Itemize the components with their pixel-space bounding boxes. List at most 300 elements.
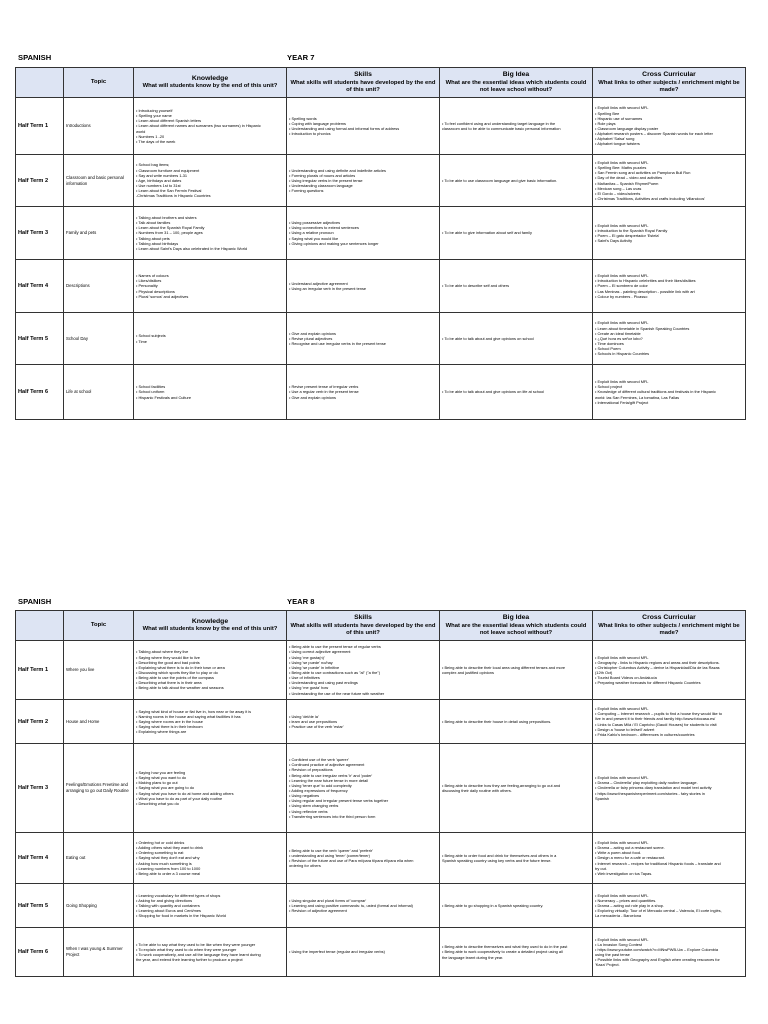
- cross-curricular-cell: [593, 365, 746, 420]
- cross-curricular-cell-line: • Web investigation on tus Tapas.: [595, 870, 653, 876]
- knowledge-cell: [134, 641, 287, 700]
- cross-curricular-cell-line: • Computing – Internet research – pupils to find a house they would like to: [595, 711, 723, 717]
- knowledge-cell-line: • Describing what you do: [136, 800, 179, 806]
- skills-cell-line: • Giving opinions and making your sentences longer: [289, 240, 379, 246]
- cross-curricular-cell-line: • https://www.thespanishexperiment.com/stories - fairy stories in: [595, 790, 705, 796]
- knowledge-cell-line: • Learning vocabulary for different types of shops: [136, 892, 221, 898]
- cross-curricular-cell-line: • Mañanitas – Spanish Rhyme/Poem: [595, 180, 659, 186]
- knowledge-cell: [134, 928, 287, 977]
- knowledge-cell-line: • Learn about the Spanish Royal Family: [136, 225, 205, 231]
- skills-cell-line: • Using correct adjective agreement: [289, 649, 351, 655]
- bigidea-cell-line: the language learnt during the year.: [442, 954, 504, 960]
- knowledge-cell-line: • Saying where they would like to live: [136, 654, 200, 660]
- knowledge-cell-line: • Learning numbers from 100 to 1000: [136, 865, 201, 871]
- skills-cell: [287, 700, 440, 744]
- knowledge-cell: [134, 155, 287, 207]
- bigidea-cell: [440, 833, 593, 884]
- bigidea-cell-line: • Being able to describe themselves and what they used to do in the past: [442, 944, 568, 950]
- bigidea-cell: [440, 260, 593, 313]
- skills-cell-line: • Using the imperfect tense (regular and irregular verbs): [289, 949, 385, 955]
- cross-curricular-cell: [593, 884, 746, 928]
- skills-cell-line: • Spelling words: [289, 115, 317, 121]
- skills-cell: [287, 207, 440, 260]
- topic-cell: Introductions: [64, 98, 134, 155]
- knowledge-cell: [134, 207, 287, 260]
- blank-header-cell: [16, 611, 64, 641]
- cross-curricular-cell-line: • Christmas Traditions, Activities and crafts including 'villancicos': [595, 195, 706, 201]
- skills-cell: [287, 365, 440, 420]
- knowledge-subtitle: What will students know by the end of this unit?: [142, 626, 278, 633]
- cross-curricular-cell-line: • Possible links with Geography and English when creating resources for: [595, 957, 720, 963]
- topic-cell: Eating out: [64, 833, 134, 884]
- knowledge-cell-line: • Making plans to go out: [136, 780, 178, 786]
- bigidea-cell-line: • Being able to work cooperatively to create a detailed project using all: [442, 949, 563, 955]
- cross-curricular-cell-line: • Alphabet research posters – discover Spanish words for each letter: [595, 131, 713, 137]
- cross-curricular-cell-line: • Create an ideal timetable: [595, 330, 641, 336]
- skills-cell-line: • Using a relative pronoun: [289, 230, 334, 236]
- half-term-label: Half Term 6: [16, 365, 64, 420]
- knowledge-cell-line: • Talking about birthdays: [136, 240, 179, 246]
- cross-curricular-cell-line: • Spelling Bee: [595, 110, 620, 116]
- skills-cell: [287, 260, 440, 313]
- bigidea-cell-line: • Being able to describe how they are feeling,arranging to go out and: [442, 782, 561, 788]
- knowledge-cell-line: the year, and extend their learning further to produce a project: [136, 957, 243, 963]
- bigidea-cell-line: • Being able to order food and drink for themselves and others in a: [442, 852, 557, 858]
- skills-subtitle: What skills will students have developed by the end of this unit?: [290, 79, 436, 93]
- cross-curricular-cell-line: Spanish: [595, 795, 610, 801]
- knowledge-cell-line: • Adding others what they want to drink: [136, 845, 204, 851]
- cross-curricular-cell-line: • Time dominoes: [595, 341, 624, 347]
- skills-cell-line: • Forming plurals of nouns and articles: [289, 172, 356, 178]
- cross-curricular-cell-line: • Learn about timetable in Spanish Speaking Countries: [595, 325, 690, 331]
- cross-curricular-cell-line: • Exploit links with second MFL: [595, 159, 649, 165]
- skills-cell-line: ordering for others: [289, 863, 321, 869]
- header-row: [16, 611, 746, 641]
- bigidea-cell: [440, 744, 593, 833]
- knowledge-cell: [134, 833, 287, 884]
- half-term-row: [16, 155, 746, 207]
- half-term-label: Half Term 5: [16, 884, 64, 928]
- knowledge-cell-line: • Talking about brothers and sisters: [136, 214, 197, 220]
- knowledge-title: Knowledge: [191, 617, 229, 625]
- knowledge-cell-line: • Naming rooms in the house and saying what facilities it has: [136, 713, 241, 719]
- cross-curricular-cell: [593, 155, 746, 207]
- cross-curricular-cell: [593, 928, 746, 977]
- half-term-row: [16, 700, 746, 744]
- cross-curricular-cell-line: • Exploit links with second MFL: [595, 654, 649, 660]
- knowledge-cell-line: • The days of the week: [136, 138, 176, 144]
- skills-cell-line: • Using 'me gusta(n)': [289, 654, 325, 660]
- blank-header-cell: [16, 68, 64, 98]
- skills-cell-line: • Revision of prepositions: [289, 767, 333, 773]
- cross-curricular-cell-line: • Knowledge of different cultural traditions and festivals in the Hispanic: [595, 389, 716, 395]
- bigidea-cell: [440, 313, 593, 365]
- half-term-label: Half Term 3: [16, 744, 64, 833]
- knowledge-cell: [134, 260, 287, 313]
- knowledge-cell-line: • Describing what there is in their area: [136, 680, 202, 686]
- half-term-label: Half Term 4: [16, 260, 64, 313]
- cross-curricular-title: Cross Curricular: [642, 71, 696, 79]
- cross-curricular-cell-line: • Colour by numbers - Picasso: [595, 293, 648, 299]
- bigidea-cell-line: classroom and to be able to communicate basic personal information: [442, 126, 561, 131]
- skills-cell-line: • Use a regular verb in the present tense: [289, 389, 359, 395]
- bigidea-header: [440, 68, 593, 98]
- bigidea-header: [440, 611, 593, 641]
- cross-curricular-cell: [593, 744, 746, 833]
- skills-cell-line: • Using possessive adjectives: [289, 220, 341, 226]
- cross-curricular-cell-line: using the past tense: [595, 952, 630, 957]
- topic-cell: Going Shopping: [64, 884, 134, 928]
- topic-cell: School Day: [64, 313, 134, 365]
- cross-curricular-cell-line: • Role plays: [595, 120, 616, 126]
- knowledge-cell-line: • Saying what kind of house or flat live in, how near or far away it is: [136, 708, 252, 714]
- skills-cell: [287, 884, 440, 928]
- bigidea-title: Big Idea: [502, 614, 530, 622]
- half-term-label: Half Term 6: [16, 928, 64, 977]
- skills-cell-line: • Using negatives: [289, 793, 320, 799]
- skills-cell-line: • Adding expressions of frequency: [289, 788, 348, 793]
- skills-cell-line: • Being able to use the verb 'querer' and 'preferir': [289, 847, 373, 853]
- cross-curricular-cell-line: • Write a poem about food.: [595, 850, 642, 856]
- cross-curricular-cell-line: • Saint's Days Activity: [595, 238, 633, 244]
- bigidea-cell-line: • To feel confident using and understanding target language in the: [442, 120, 556, 126]
- skills-cell: [287, 833, 440, 884]
- cross-curricular-header: [593, 611, 746, 641]
- knowledge-cell-line: • Saying what there is in their bedroom: [136, 724, 203, 730]
- knowledge-cell-line: -Christmas Traditions in Hispanic Countries: [136, 193, 211, 199]
- subject-heading-y8: SPANISH: [18, 597, 52, 606]
- knowledge-cell-line: • Use numbers 1st to 31st: [136, 183, 181, 189]
- skills-cell-line: • Introduction to phonics: [289, 131, 331, 137]
- cross-curricular-cell-line: • Frida Kahlo's bedroom - differences in cultures/countries: [595, 731, 695, 737]
- skills-cell-line: • Using an irregular verb in the present tense: [289, 286, 367, 291]
- knowledge-cell-line: • To be able to say what they used to be like when they were younger: [136, 941, 256, 947]
- knowledge-cell-line: • Names of colours: [136, 273, 169, 279]
- skills-cell-line: • understanding and using 'tener' (comer/tener): [289, 852, 370, 858]
- skills-cell: [287, 641, 440, 700]
- cross-curricular-cell: [593, 700, 746, 744]
- knowledge-cell-line: • Talking about where they live: [136, 649, 189, 655]
- knowledge-cell-line: • Asking how much something is: [136, 860, 192, 866]
- subject-heading-y7: SPANISH: [18, 53, 52, 62]
- cross-curricular-cell-line: • Exploit links with second MFL: [595, 892, 649, 898]
- topic-cell: House and Home: [64, 700, 134, 744]
- bigidea-cell: [440, 207, 593, 260]
- curriculum-table-y8: [15, 610, 746, 977]
- cross-curricular-cell-line: • Exploit links with second MFL: [595, 105, 649, 111]
- knowledge-cell-line: • Likes/dislikes: [136, 278, 162, 284]
- cross-curricular-cell-line: 'Kaza' Project.: [595, 962, 620, 968]
- knowledge-cell-line: • Being able to order a 3 course meal: [136, 870, 201, 876]
- knowledge-cell-line: • Asking for and giving directions: [136, 897, 193, 903]
- knowledge-cell-line: • Saying what they don't eat and why: [136, 855, 200, 861]
- half-term-row: [16, 313, 746, 365]
- knowledge-cell: [134, 313, 287, 365]
- topic-cell: Descriptions: [64, 260, 134, 313]
- skills-cell-line: • Continued practice of adjective agreement: [289, 762, 365, 768]
- cross-curricular-cell-line: • Alphabet tongue twisters: [595, 141, 640, 147]
- cross-curricular-cell-line: • ¿Qué hora es señor lobo?: [595, 335, 643, 341]
- cross-curricular-cell-line: • Classroom language display poster: [595, 126, 659, 131]
- knowledge-cell-line: • Numbers from 31 – 100, people ages: [136, 230, 203, 236]
- skills-header: [287, 611, 440, 641]
- cross-curricular-cell-line: • Exploring virtually: Tour of el Mercado central – Valencia, El corte inglés,: [595, 908, 722, 914]
- bigidea-cell: [440, 641, 593, 700]
- skills-cell-line: • Understand adjective agreement: [289, 280, 348, 286]
- cross-curricular-cell-line: • Mexican song – Las uvas: [595, 185, 642, 191]
- knowledge-cell-line: • Shopping for food in markets in the Hispanic World: [136, 913, 226, 919]
- skills-cell-line: • Learning and using positive commands: tu, usted (formal and informal): [289, 902, 413, 908]
- skills-cell-line: • Using stem changing verbs: [289, 803, 339, 809]
- skills-cell-line: • Revision of the future and use of Para mí/para ti/para él/para ella when: [289, 858, 414, 863]
- cross-curricular-subtitle: What links to other subjects / enrichment might be made?: [598, 79, 740, 93]
- knowledge-cell-line: • School facilities: [136, 384, 166, 390]
- skills-cell-line: • Transferring sentences into the third person form: [289, 813, 376, 819]
- skills-cell-line: • Using regular and irregular present tense verbs together: [289, 798, 389, 804]
- bigidea-cell-line: complex and justified opinions: [442, 670, 494, 675]
- knowledge-cell-line: • Introducing yourself: [136, 107, 173, 113]
- knowledge-cell-line: • To work cooperatively, and use all the language they have learnt during: [136, 952, 261, 957]
- cross-curricular-cell-line: La mercadería - Barcelona: [595, 913, 642, 919]
- cross-curricular-cell-line: • Exploit links with second MFL: [595, 273, 649, 279]
- cross-curricular-header: [593, 68, 746, 98]
- skills-cell-line: • learn and use prepositions: [289, 718, 338, 724]
- knowledge-cell-line: • Learning about Euros and Cent/mes: [136, 908, 201, 914]
- skills-cell-line: • Understanding and using formal and informal forms of address: [289, 126, 400, 131]
- skills-cell-line: • Using 'tener que' to add complexity: [289, 782, 352, 788]
- knowledge-cell: [134, 884, 287, 928]
- knowledge-cell: [134, 365, 287, 420]
- cross-curricular-cell-line: • Poem – El sombrero de color: [595, 283, 648, 289]
- bigidea-cell-line: • To be able to describe self and others: [442, 283, 510, 289]
- cross-curricular-cell-line: • Exploit links with second MFL: [595, 222, 649, 228]
- knowledge-cell-line: • Learn about Saint's Days also celebrated in the Hispanic World: [136, 245, 248, 251]
- cross-curricular-cell-line: • El Gordo – video/adverts: [595, 190, 641, 196]
- skills-cell: [287, 155, 440, 207]
- knowledge-cell-line: • Saying where rooms are in the house: [136, 718, 203, 724]
- skills-title: Skills: [354, 614, 372, 622]
- cross-curricular-cell: [593, 833, 746, 884]
- cross-curricular-cell-line: • School Poem: [595, 346, 621, 352]
- skills-cell-line: • Revision of adjective agreement: [289, 908, 347, 914]
- knowledge-cell-line: • School uniform: [136, 389, 165, 395]
- skills-cell-line: • Understanding classroom language: [289, 183, 353, 189]
- cross-curricular-subtitle: What links to other subjects / enrichment might be made?: [598, 622, 740, 636]
- half-term-row: [16, 365, 746, 420]
- year-heading-y8: YEAR 8: [287, 597, 315, 606]
- knowledge-cell-line: • Being able to use the points of the compass: [136, 675, 214, 681]
- half-term-row: [16, 884, 746, 928]
- header-row: [16, 68, 746, 98]
- knowledge-cell-line: • To explain what they used to do when they were younger: [136, 946, 237, 952]
- skills-cell-line: • Using 'del/de la': [289, 713, 319, 719]
- half-term-row: [16, 641, 746, 700]
- cross-curricular-cell-line: • Tourist Board Videos on Andalucía: [595, 675, 657, 681]
- cross-curricular-cell-line: • Numeracy – prices and quantities.: [595, 897, 657, 903]
- cross-curricular-cell-line: • Preparing weather forecasts for different Hispanic Countries: [595, 680, 701, 686]
- skills-cell-line: • Revise present tense of irregular verbs: [289, 384, 359, 390]
- cross-curricular-cell: [593, 641, 746, 700]
- knowledge-cell-line: • Talking about pets: [136, 235, 170, 241]
- knowledge-cell-line: • School bag items;: [136, 162, 170, 168]
- half-term-row: [16, 744, 746, 833]
- bigidea-cell-line: • To be able to give information about self and family: [442, 230, 532, 236]
- topic-cell: Life at school: [64, 365, 134, 420]
- cross-curricular-cell-line: • Internet research – recipes for traditional Hispanic foods – translate and: [595, 860, 721, 866]
- half-term-label: Half Term 1: [16, 641, 64, 700]
- knowledge-cell: [134, 744, 287, 833]
- knowledge-cell-line: • Saying how you are feeling: [136, 769, 186, 775]
- skills-cell-line: • Revise plural adjectives: [289, 335, 333, 341]
- bigidea-subtitle: What are the essential ideas which students could not leave school without?: [445, 622, 587, 636]
- skills-cell: [287, 313, 440, 365]
- topic-cell: When I was young & Summer Project: [64, 928, 134, 977]
- knowledge-cell-line: • Age, birthdays and dates: [136, 177, 182, 183]
- knowledge-header: [134, 68, 287, 98]
- knowledge-cell-line: • Learn about the San Fermin Festival: [136, 188, 202, 194]
- topic-cell: Feelings/Emotions Freetime and arranging to go out Daily Routine: [64, 744, 134, 833]
- cross-curricular-cell-line: • Exploit links with second MFL: [595, 379, 649, 385]
- skills-cell-line: • Forming questions: [289, 188, 324, 194]
- cross-curricular-cell-line: • International Feria/gift Project: [595, 399, 649, 405]
- knowledge-cell-line: • Being able to talk about the weather and seasons: [136, 685, 224, 691]
- cross-curricular-cell: [593, 207, 746, 260]
- half-term-label: Half Term 1: [16, 98, 64, 155]
- bigidea-cell-line: • To be able to use classroom language and give basic information.: [442, 177, 558, 183]
- cross-curricular-cell-line: • Drama – Cinderella' play exploiting daily routine language.: [595, 780, 698, 786]
- knowledge-cell-line: world: [136, 128, 146, 134]
- cross-curricular-cell-line: • Christopher Columbus Activity – derive la Hispanidad/Día de las Razas: [595, 664, 720, 670]
- cross-curricular-cell-line: • Poem – El gato despertador 'Estela': [595, 233, 660, 238]
- bigidea-cell-line: • Being able to describe their local area using different tenses and more: [442, 664, 566, 670]
- cross-curricular-cell-line: • Exploit links with second MFL: [595, 775, 649, 781]
- half-term-row: [16, 833, 746, 884]
- cross-curricular-cell-line: • https://www.youtube.com/watch?v=MNwPWB-Uw – Explore Colombia: [595, 946, 718, 952]
- cross-curricular-cell-line: • Cinderella or fairy princess diary translation and model text activity: [595, 785, 712, 791]
- skills-cell-line: • Using irregular verbs in the present tense: [289, 177, 363, 183]
- knowledge-cell-line: • Talking with quantity and containers: [136, 902, 200, 908]
- half-term-label: Half Term 3: [16, 207, 64, 260]
- cross-curricular-cell-line: live in and present it to their friends and family http://www.fotocasa.es/: [595, 716, 716, 722]
- skills-title: Skills: [354, 71, 372, 79]
- skills-cell-line: • Using reflexive verbs: [289, 808, 328, 814]
- knowledge-cell-line: • Spelling your name: [136, 113, 172, 119]
- cross-curricular-cell-line: • Hispanic use of surnames: [595, 115, 643, 121]
- topic-header: Topic: [64, 611, 134, 641]
- cross-curricular-cell-line: • Exploit links with second MFL: [595, 839, 649, 845]
- half-term-row: [16, 207, 746, 260]
- knowledge-cell-line: • Saying what you are going to do: [136, 785, 195, 791]
- bigidea-cell: [440, 700, 593, 744]
- skills-cell-line: • Use of infinitives: [289, 675, 320, 681]
- knowledge-cell-line: • Explaining where things are: [136, 729, 187, 735]
- skills-header: [287, 68, 440, 98]
- knowledge-cell-line: • Say and write numbers 1-31: [136, 172, 188, 178]
- knowledge-cell-line: • What you have to do as part of your daily routine: [136, 795, 223, 801]
- skills-cell-line: • Learning the near future tense in more detail: [289, 777, 369, 783]
- skills-cell-line: • Being able to use the present tense of regular verbs: [289, 644, 381, 650]
- half-term-row: [16, 928, 746, 977]
- cross-curricular-cell: [593, 98, 746, 155]
- skills-cell-line: • Using connectives to extend sentences: [289, 225, 359, 231]
- cross-curricular-cell-line: try out.: [595, 865, 607, 871]
- half-term-label: Half Term 2: [16, 155, 64, 207]
- cross-curricular-title: Cross Curricular: [642, 614, 696, 622]
- cross-curricular-cell-line: • Day of the dead – video and activities: [595, 175, 663, 181]
- knowledge-cell-line: • Physical descriptions: [136, 288, 175, 294]
- half-term-label: Half Term 4: [16, 833, 64, 884]
- cross-curricular-cell-line: • Schools in Hispanic Countries: [595, 351, 650, 357]
- cross-curricular-cell-line: • Design a 'house to let/sell' advert: [595, 726, 655, 732]
- year-heading-y7: YEAR 7: [287, 53, 315, 62]
- knowledge-cell-line: • Saying what you have to do at home and adding others: [136, 790, 234, 796]
- skills-cell-line: • Saying what you would like: [289, 235, 339, 241]
- knowledge-cell-line: • Personality: [136, 283, 158, 289]
- knowledge-cell-line: • School subjects: [136, 333, 166, 339]
- cross-curricular-cell-line: • La Invasion Song Contest: [595, 941, 642, 947]
- cross-curricular-cell-line: • Exploit links with second MFL: [595, 320, 649, 326]
- cross-curricular-cell-line: • Drama – acting out a restaurant scene.: [595, 845, 665, 851]
- cross-curricular-cell-line: • Design a menu for a café or restaurant.: [595, 855, 666, 861]
- cross-curricular-cell-line: • San Fermin song and activities on Pamplona Bull Run: [595, 170, 691, 176]
- cross-curricular-cell-line: (12th Oct): [595, 670, 613, 675]
- skills-cell-line: • Give and explain opinions: [289, 394, 336, 400]
- knowledge-cell-line: • Hispanic Festivals and Culture: [136, 394, 191, 400]
- curriculum-table-y7: [15, 67, 746, 420]
- bigidea-cell-line: • Being able to go shopping in a Spanish speaking country.: [442, 902, 544, 908]
- cross-curricular-cell: [593, 313, 746, 365]
- skills-cell-line: • Confident use of the verb 'querer': [289, 757, 349, 763]
- knowledge-cell-line: • Classroom furniture and equipment: [136, 167, 200, 173]
- bigidea-cell: [440, 884, 593, 928]
- cross-curricular-cell: [593, 260, 746, 313]
- knowledge-cell-line: • Explaining what there is to do in their town or area: [136, 664, 225, 670]
- knowledge-cell-line: • Discussing which sports they like to play or do: [136, 670, 218, 675]
- skills-cell-line: • Understanding and using past endings: [289, 680, 358, 686]
- knowledge-cell-line: • Saying what you want to do: [136, 775, 187, 781]
- skills-cell-line: • Using singular and plural forms of 'comprar': [289, 897, 367, 903]
- knowledge-title: Knowledge: [191, 74, 229, 82]
- bigidea-cell: [440, 155, 593, 207]
- knowledge-cell-line: • Learn about different names and surnames (two surnames) in Hispanic: [136, 123, 261, 129]
- cross-curricular-cell-line: world: las San Fermines, La tomatina, Las Fallas: [595, 394, 680, 400]
- cross-curricular-cell-line: • Geography - links to Hispanic regions and areas and their descriptions.: [595, 659, 720, 665]
- cross-curricular-cell-line: • Alphabet 'Salsa' song: [595, 136, 635, 142]
- bigidea-cell: [440, 928, 593, 977]
- bigidea-cell-line: • To be able to talk about and give opinions on life at school: [442, 389, 545, 395]
- bigidea-cell-line: • Being able to describe their house in detail using prepositions.: [442, 718, 552, 724]
- cross-curricular-cell-line: • Spelling Bee: Maths puzzles: [595, 165, 647, 171]
- skills-cell-line: • Give and explain opinions: [289, 330, 336, 336]
- bigidea-cell-line: • To be able to talk about and give opinions on school: [442, 335, 534, 341]
- skills-cell-line: • Coping with language problems: [289, 120, 346, 126]
- cross-curricular-cell-line: • Exploit links with second MFL: [595, 936, 649, 942]
- knowledge-cell: [134, 700, 287, 744]
- skills-cell-line: • Using 'me gusta' how: [289, 685, 329, 691]
- knowledge-subtitle: What will students know by the end of this unit?: [142, 83, 278, 90]
- skills-cell: [287, 928, 440, 977]
- skills-cell: [287, 98, 440, 155]
- cross-curricular-cell-line: • Introduction to the Spanish Royal Family: [595, 227, 668, 233]
- knowledge-cell-line: • Numbers 1 -20: [136, 133, 165, 139]
- knowledge-cell-line: • Ordering hot or cold drinks: [136, 839, 185, 845]
- cross-curricular-cell-line: • Las Meninas - painting description - possible link with art: [595, 288, 695, 294]
- knowledge-cell-line: • Talk about families: [136, 220, 171, 226]
- skills-cell: [287, 744, 440, 833]
- bigidea-cell: [440, 365, 593, 420]
- knowledge-cell-line: • Learn about different Spanish letters: [136, 118, 202, 124]
- cross-curricular-cell-line: • Introduction to Hispanic celebrities and their likes/dislikes: [595, 278, 696, 284]
